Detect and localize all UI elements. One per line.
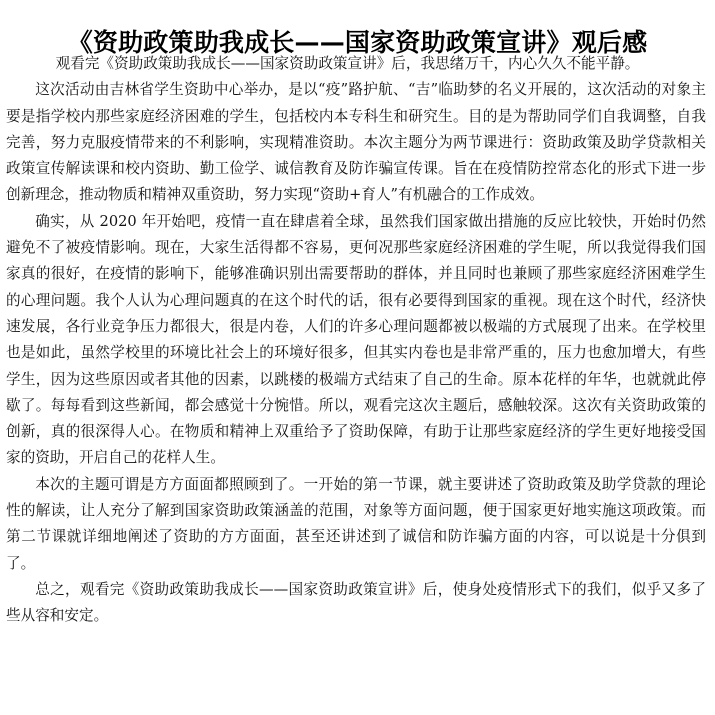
paragraph-event-overview: 这次活动由吉林省学生资助中心举办，是以“疫”路护航、“吉”临助梦的名义开展的，这次活动的对象主要是指学校内那些家庭经济困难的学生，包括校内本专科生和研究生。目的是为帮助同学们自我调整，自我完善，努力克服疫情带来的不利影响，实现精准资助。本次主题分为两节课进行：资助政策及助学贷款相关政策宣传解读课和校内资助、勤工俭学、诚信教育及防诈骗宣传课。旨在在疫情防控常态化的形式下进一步创新理念，推动物质和精神双重资助，努力实现“资助+育人”有机融合的工作成效。 <box>6 81 706 204</box>
paragraph-course-content: 本次的主题可谓是方方面面都照顾到了。一开始的第一节课，就主要讲述了资助政策及助学贷款的理论性的解读，让人充分了解到国家资助政策涵盖的范围，对象等方面问题，便于国家更好地实施这项政策。而第二节课就详细地阐述了资助的方方面面，甚至还讲述到了诚信和防诈骗方面的内容，可以说是十分俱到了。 <box>6 475 706 572</box>
paragraph-conclusion: 总之，观看完《资助政策助我成长——国家资助政策宣讲》后，使身处疫情形式下的我们，似乎又多了些从容和安定。 <box>6 580 706 625</box>
paragraph-pandemic-reflection: 确实，从 2020 年开始吧，疫情一直在肆虐着全球，虽然我们国家做出措施的反应比较快，开始时仍然避免不了被疫情影响。现在，大家生活得都不容易，更何况那些家庭经济困难的学生呢，所以我觉得我们国家真的很好，在疫情的影响下，能够准确识别出需要帮助的群体，并且同时也兼顾了那些家庭经济困难学生的心理问题。我个人认为心理问题真的在这个时代的话，很有必要得到国家的重视。现在这个时代，经济快速发展，各行业竞争压力都很大，很是内卷，人们的许多心理问题都被以极端的方式展现了出来。在学校里也是如此，虽然学校里的环境比社会上的环境好很多，但其实内卷也是非常严重的，压力也愈加增大，有些学生，因为这些原因或者其他的因素，以跳楼的极端方式结束了自己的生命。原本花样的年华，也就就此停歇了。每每看到这些新闻，都会感觉十分惋惜。所以，观看完这次主题后，感触较深。这次有关资助政策的创新，真的很深得人心。在物质和精神上双重给予了资助保障，有助于让那些家庭经济的学生更好地接受国家的资助，开启自己的花样人生。 <box>6 212 706 467</box>
document-title: 《资助政策助我成长——国家资助政策宣讲》观后感 <box>67 27 648 57</box>
document-body <box>6 51 706 630</box>
paragraph-intro: 观看完《资助政策助我成长——国家资助政策宣讲》后，我思绪万千，内心久久不能平静。 <box>55 55 640 72</box>
